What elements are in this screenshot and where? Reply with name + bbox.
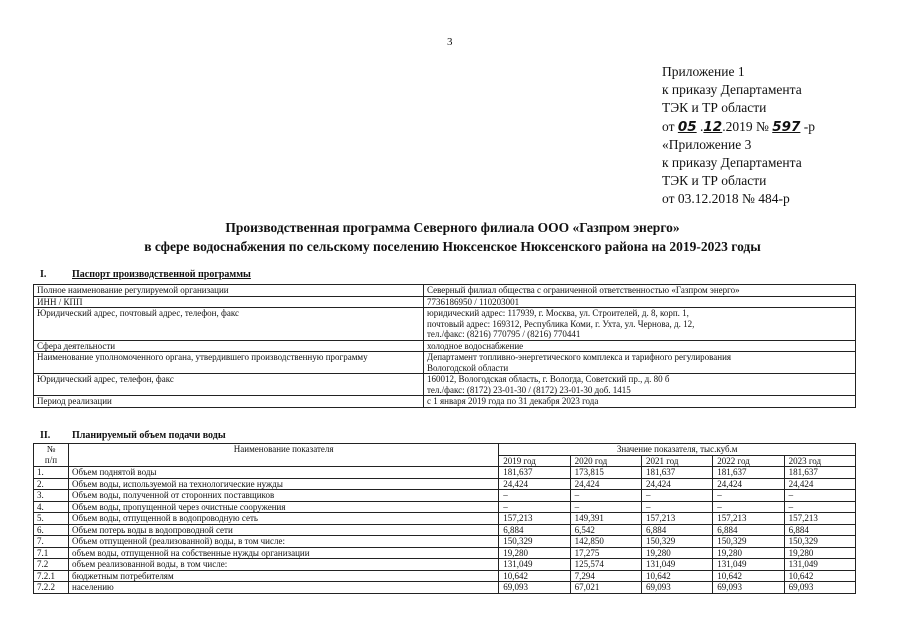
- row-value: 173,815: [570, 467, 641, 479]
- passport-label: Полное наименование регулируемой организации: [34, 285, 424, 297]
- row-number: 4.: [34, 501, 69, 513]
- row-value: 67,021: [570, 582, 641, 594]
- year-header: 2022 год: [713, 455, 784, 467]
- row-number: 7.: [34, 536, 69, 548]
- row-value: 24,424: [499, 478, 570, 490]
- handwritten-number: 597: [772, 118, 801, 135]
- document-subtitle: в сфере водоснабжения по сельскому поселению Нюксенское Нюксенского района на 2019-2023 годы: [144, 239, 761, 254]
- table-row: [34, 501, 856, 513]
- passport-value-line: Департамент топливно-энергетического комплекса и тарифного регулирования: [427, 352, 732, 362]
- table-row: [34, 524, 856, 536]
- passport-value: [424, 296, 856, 308]
- passport-value-line: с 1 января 2019 года по 31 декабря 2023 года: [427, 396, 599, 406]
- passport-label: Период реализации: [34, 396, 424, 408]
- row-value: 150,329: [499, 536, 570, 548]
- passport-value-line: тел./факс: (8216) 770795 / (8216) 770441: [427, 329, 581, 339]
- row-value: 10,642: [784, 570, 855, 582]
- passport-label: Юридический адрес, почтовый адрес, телефон, факс: [34, 308, 424, 341]
- row-value: 150,329: [784, 536, 855, 548]
- passport-row: [34, 340, 856, 352]
- table-row: [34, 570, 856, 582]
- passport-value: [424, 308, 856, 341]
- row-value: –: [570, 501, 641, 513]
- passport-label: Юридический адрес, телефон, факс: [34, 374, 424, 396]
- passport-value-line: юридический адрес: 117939, г. Москва, ул. Строителей, д. 8, корп. 1,: [427, 308, 689, 318]
- row-value: 157,213: [713, 513, 784, 525]
- row-value: 6,542: [570, 524, 641, 536]
- passport-value: [424, 374, 856, 396]
- row-value: 69,093: [713, 582, 784, 594]
- table-row: [34, 582, 856, 594]
- row-number: 6.: [34, 524, 69, 536]
- row-value: 24,424: [784, 478, 855, 490]
- passport-value-line: 7736186950 / 110203001: [427, 296, 520, 307]
- row-number: 7.1: [34, 547, 69, 559]
- year-header: 2019 год: [499, 455, 570, 467]
- table-row: [34, 467, 856, 479]
- row-name: объем воды, отпущенной на собственные нужды организации: [69, 547, 499, 559]
- row-value: 150,329: [641, 536, 712, 548]
- row-name: Объем воды, отпущенной в водопроводную сеть: [69, 513, 499, 525]
- row-value: 19,280: [499, 547, 570, 559]
- passport-label: Наименование уполномоченного органа, утвердившего производственную программу: [34, 352, 424, 374]
- table-row: [34, 547, 856, 559]
- table-row: [34, 536, 856, 548]
- row-value: 157,213: [499, 513, 570, 525]
- appendix-line: ТЭК и ТР области: [662, 173, 767, 189]
- row-value: –: [713, 501, 784, 513]
- table-row: [34, 513, 856, 525]
- passport-row: [34, 285, 856, 297]
- appendix-line: ТЭК и ТР области: [662, 100, 767, 116]
- row-value: 181,637: [499, 467, 570, 479]
- row-value: 17,275: [570, 547, 641, 559]
- row-value: 131,049: [641, 559, 712, 571]
- section-heading-passport: I. Паспорт производственной программы: [40, 269, 251, 280]
- column-header-name: Наименование показателя: [69, 444, 499, 467]
- table-row: [34, 490, 856, 502]
- passport-value-line: 160012, Вологодская область, г. Вологда, Советский пр., д. 80 б: [427, 374, 670, 384]
- page-number: 3: [447, 36, 453, 48]
- row-value: –: [499, 490, 570, 502]
- row-value: 19,280: [713, 547, 784, 559]
- row-name: Объем воды, пропущенной через очистные сооружения: [69, 501, 499, 513]
- section-heading-volume: II. Планируемый объем подачи воды: [40, 430, 226, 441]
- row-value: –: [641, 501, 712, 513]
- row-value: 10,642: [499, 570, 570, 582]
- appendix-line: Приложение 1: [662, 64, 745, 79]
- appendix-line: «Приложение 3: [662, 136, 752, 152]
- row-value: 19,280: [784, 547, 855, 559]
- year-header: 2020 год: [570, 455, 641, 467]
- passport-value-line: Северный филиал общества с ограниченной ответственностью «Газпром энерго»: [427, 285, 740, 295]
- row-number: 3.: [34, 490, 69, 502]
- table-row: [34, 559, 856, 571]
- row-value: 131,049: [499, 559, 570, 571]
- row-value: 24,424: [641, 478, 712, 490]
- passport-row: [34, 352, 856, 374]
- volume-table: [33, 443, 856, 594]
- handwritten-month: 12: [703, 118, 723, 135]
- row-value: 131,049: [713, 559, 784, 571]
- row-value: –: [641, 490, 712, 502]
- row-value: 69,093: [641, 582, 712, 594]
- row-number: 7.2.2: [34, 582, 69, 594]
- row-value: –: [713, 490, 784, 502]
- row-name: населению: [69, 582, 499, 594]
- row-value: –: [784, 490, 855, 502]
- passport-label: ИНН / КПП: [34, 296, 424, 308]
- row-value: 10,642: [713, 570, 784, 582]
- passport-table: [33, 284, 856, 408]
- row-value: 131,049: [784, 559, 855, 571]
- row-value: 157,213: [784, 513, 855, 525]
- row-number: 2.: [34, 478, 69, 490]
- row-name: Объем потерь воды в водопроводной сети: [69, 524, 499, 536]
- row-value: 10,642: [641, 570, 712, 582]
- passport-value-line: тел./факс: (8172) 23-01-30 / (8172) 23-01-30 доб. 1415: [427, 384, 631, 395]
- row-value: 69,093: [784, 582, 855, 594]
- passport-row: [34, 396, 856, 408]
- passport-row: [34, 308, 856, 341]
- row-value: 157,213: [641, 513, 712, 525]
- row-number: 1.: [34, 467, 69, 479]
- passport-row: [34, 374, 856, 396]
- row-number: 7.2.1: [34, 570, 69, 582]
- year-header: 2021 год: [641, 455, 712, 467]
- row-value: –: [499, 501, 570, 513]
- appendix-date-line: от 05 .12.2019 № 597 -р: [662, 118, 816, 135]
- row-value: 7,294: [570, 570, 641, 582]
- passport-value: [424, 352, 856, 374]
- row-value: 24,424: [570, 478, 641, 490]
- passport-value: [424, 285, 856, 297]
- passport-value-line: холодное водоснабжение: [427, 340, 524, 351]
- passport-value: [424, 340, 856, 352]
- row-name: бюджетным потребителям: [69, 570, 499, 582]
- row-value: 142,850: [570, 536, 641, 548]
- row-value: –: [570, 490, 641, 502]
- appendix-line: от 03.12.2018 № 484-р: [662, 191, 790, 207]
- row-value: 6,884: [713, 524, 784, 536]
- passport-value-line: почтовый адрес: 169312, Республика Коми, г. Ухта, ул. Чернова, д. 12,: [427, 318, 695, 329]
- passport-label: Сфера деятельности: [34, 340, 424, 352]
- row-value: 6,884: [499, 524, 570, 536]
- appendix-line: к приказу Департамента: [662, 155, 802, 171]
- row-value: 24,424: [713, 478, 784, 490]
- row-name: Объем поднятой воды: [69, 467, 499, 479]
- row-value: 125,574: [570, 559, 641, 571]
- year-header: 2023 год: [784, 455, 855, 467]
- handwritten-day: 05: [677, 118, 697, 135]
- row-number: 5.: [34, 513, 69, 525]
- row-name: объем реализованной воды, в том числе:: [69, 559, 499, 571]
- row-value: 149,391: [570, 513, 641, 525]
- passport-value-line: Вологодской области: [427, 362, 509, 373]
- row-value: 181,637: [784, 467, 855, 479]
- document-title: Производственная программа Северного филиала ООО «Газпром энерго»: [225, 220, 680, 235]
- row-name: Объем воды, используемой на технологические нужды: [69, 478, 499, 490]
- passport-row: [34, 296, 856, 308]
- row-name: Объем отпущенной (реализованной) воды, в том числе:: [69, 536, 499, 548]
- row-name: Объем воды, полученной от сторонних поставщиков: [69, 490, 499, 502]
- row-value: 6,884: [641, 524, 712, 536]
- appendix-line: к приказу Департамента: [662, 82, 802, 98]
- row-value: 6,884: [784, 524, 855, 536]
- row-value: 181,637: [641, 467, 712, 479]
- row-number: 7.2: [34, 559, 69, 571]
- appendix-block: [662, 63, 815, 209]
- row-value: 69,093: [499, 582, 570, 594]
- row-value: 150,329: [713, 536, 784, 548]
- column-header-number: № п/п: [34, 444, 69, 467]
- row-value: –: [784, 501, 855, 513]
- row-value: 19,280: [641, 547, 712, 559]
- table-row: [34, 478, 856, 490]
- column-header-value: Значение показателя, тыс.куб.м: [499, 444, 856, 456]
- row-value: 181,637: [713, 467, 784, 479]
- passport-value: [424, 396, 856, 408]
